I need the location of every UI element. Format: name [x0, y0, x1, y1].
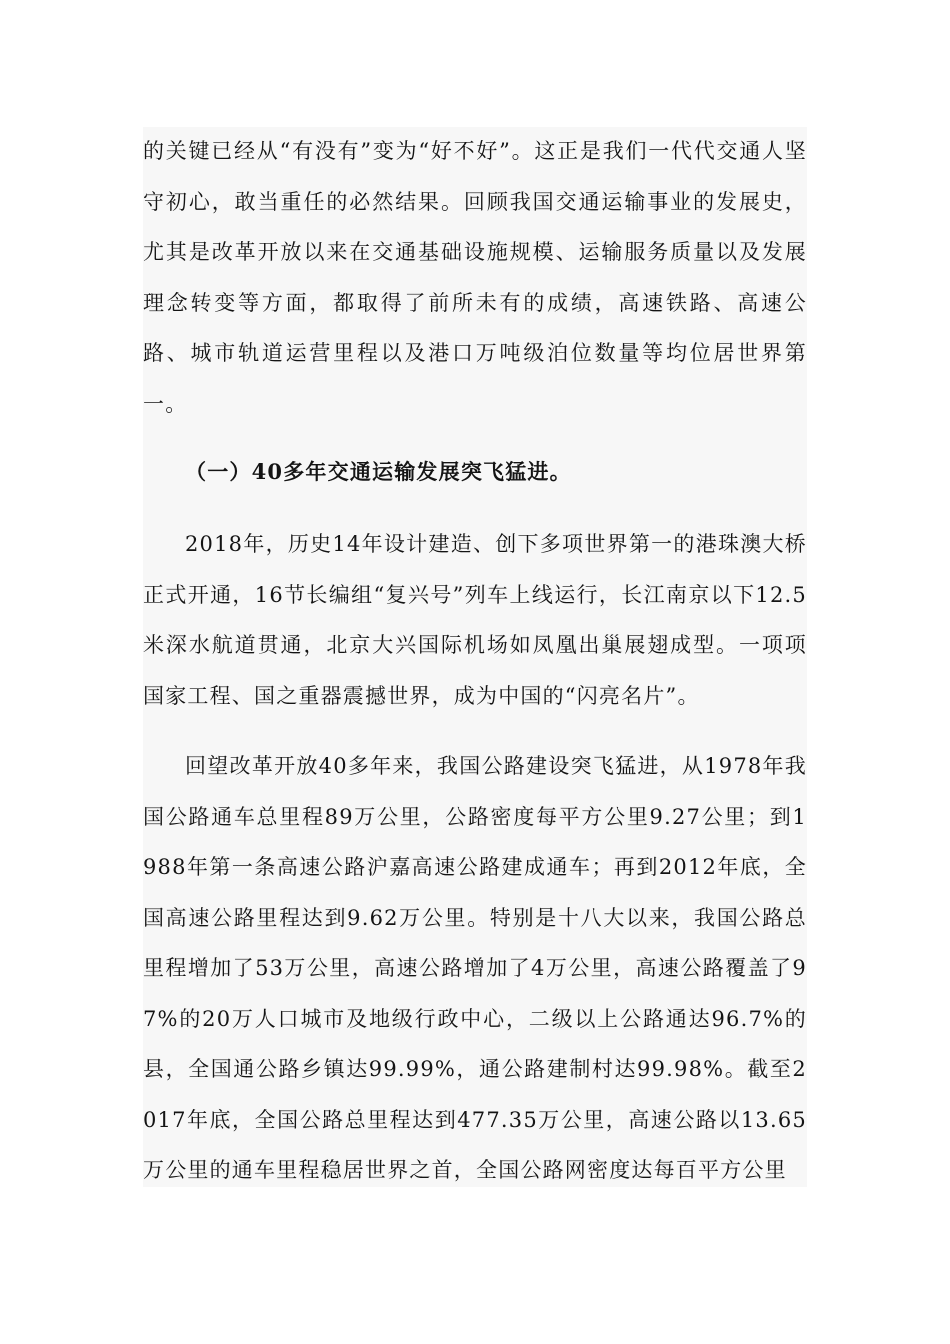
paragraph-2018-projects: 2018年，历史14年设计建造、创下多项世界第一的港珠澳大桥正式开通，16节长编组“复兴号”列车上线运行，长江南京以下12.5米深水航道贯通，北京大兴国际机场如凤凰出巢展翅成型。一项项国家工程、国之重器震撼世界，成为中国的“闪亮名片”。	[143, 532, 807, 708]
section-heading: （一）40多年交通运输发展突飞猛进。	[185, 459, 572, 484]
paragraph-highway-history: 回望改革开放40多年来，我国公路建设突飞猛进，从1978年我国公路通车总里程89万公里，公路密度每平方公里9.27公里；到1988年第一条高速公路沪嘉高速公路建成通车；再到2012年底，全国高速公路里程达到9.62万公里。特别是十八大以来，我国公路总里程增加了53万公里，高速公路增加了4万公里，高速公路覆盖了97%的20万人口城市及地级行政中心，二级以上公路通达96.7%的县，全国通公路乡镇达99.99%，通公路建制村达99.98%。截至2017年底，全国公路总里程达到477.35万公里，高速公路以13.65万公里的通车里程稳居世界之首，全国公路网密度达每百平方公里	[143, 754, 807, 1182]
paragraph-intro: 的关键已经从“有没有”变为“好不好”。这正是我们一代代交通人坚守初心，敢当重任的必然结果。回顾我国交通运输事业的发展史，尤其是改革开放以来在交通基础设施规模、运输服务质量以及发展理念转变等方面，都取得了前所未有的成绩，高速铁路、高速公路、城市轨道运营里程以及港口万吨级泊位数量等均位居世界第一。	[143, 139, 807, 416]
